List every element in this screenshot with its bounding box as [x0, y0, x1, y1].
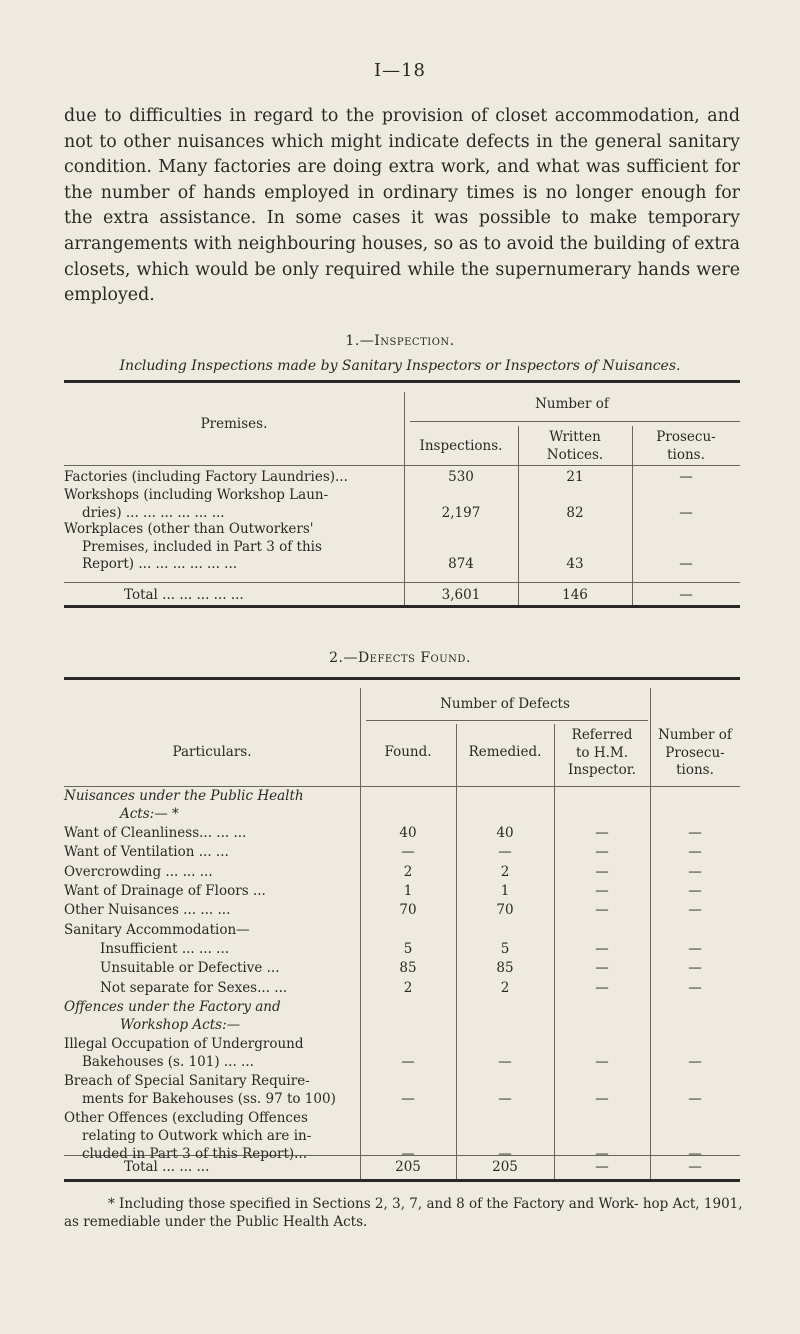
table2-header-rule	[64, 786, 740, 787]
table2-bottom-rule	[64, 1179, 740, 1182]
label-line: cluded in Part 3 of this Report)...	[82, 1145, 308, 1162]
label-line: dries) ... ... ... ... ... ...	[82, 504, 225, 521]
prosecutions-value: —	[688, 940, 702, 957]
remedied-value: 2	[500, 863, 510, 880]
table2-row-label	[64, 922, 358, 940]
table1-row-label	[64, 469, 398, 487]
table1-top-rule	[64, 380, 740, 383]
prosecutions-value: —	[679, 469, 693, 485]
found-value: —	[401, 1053, 415, 1070]
referred-value: —	[595, 863, 609, 880]
column-header-particulars: Particulars.	[172, 744, 252, 760]
label-line: Illegal Occupation of Underground	[64, 1035, 304, 1052]
table1-divider	[404, 392, 405, 606]
table2-row-label	[64, 864, 358, 882]
column-header-remedied: Remedied.	[468, 744, 542, 760]
table1-total-prosecutions: —	[679, 587, 693, 603]
table1-total-notices: 146	[562, 587, 588, 603]
remedied-value: 85	[496, 960, 514, 977]
prosecutions-value: —	[688, 979, 702, 996]
label-line: Bakehouses (s. 101) ... ...	[82, 1053, 254, 1070]
label-line: Unsuitable or Defective ...	[100, 960, 280, 977]
notices-value: 82	[566, 504, 584, 521]
table2-row-label	[64, 825, 358, 843]
column-header-premises: Premises.	[200, 416, 268, 432]
label-line: Workshops (including Workshop Laun-	[64, 487, 329, 503]
found-value: 40	[399, 825, 417, 842]
table2-row-label	[64, 788, 358, 824]
label-line: Nuisances under the Public Health	[64, 788, 304, 804]
table1-bottom-rule	[64, 605, 740, 608]
table1-row-label	[64, 521, 398, 574]
prosecutions-value: —	[679, 556, 693, 572]
label-line: Offences under the Factory and	[64, 998, 281, 1015]
label-line: Want of Ventilation ... ...	[64, 844, 229, 861]
prosecutions-value: —	[679, 504, 693, 521]
table2-row-label	[64, 999, 358, 1035]
column-header-notices: Written Notices.	[546, 429, 604, 463]
remedied-value: —	[498, 1145, 512, 1162]
prosecutions-value: —	[688, 902, 702, 919]
table2-group-rule	[366, 720, 648, 721]
found-value: 2	[403, 863, 413, 880]
found-value: 5	[403, 940, 413, 957]
label-line: Want of Cleanliness... ... ...	[64, 825, 247, 842]
table2-row-label	[64, 902, 358, 920]
prosecutions-value: —	[688, 1145, 702, 1162]
label-line: Other Offences (excluding Offences	[64, 1110, 308, 1127]
referred-value: —	[595, 1053, 609, 1070]
remedied-value: —	[498, 1090, 512, 1107]
table1-total-label: Total ... ... ... ... ...	[124, 587, 244, 603]
table2-row-label	[64, 980, 358, 998]
table2-row-label	[64, 883, 358, 901]
column-group-header: Number of Defects	[440, 696, 570, 712]
remedied-value: 5	[500, 940, 510, 957]
table1-total-inspections: 3,601	[441, 587, 481, 603]
column-group-header: Number of	[535, 396, 609, 412]
inspections-value: 2,197	[441, 504, 481, 521]
table2-total-remedied: 205	[492, 1159, 518, 1175]
notices-value: 21	[566, 469, 584, 485]
remedied-value: 70	[496, 902, 514, 919]
label-line: Overcrowding ... ... ...	[64, 863, 213, 880]
referred-value: —	[595, 825, 609, 842]
table2-row-label	[64, 1036, 358, 1072]
remedied-value: 1	[500, 883, 510, 899]
label-line: Other Nuisances ... ... ...	[64, 902, 231, 919]
table2-total-label: Total ... ... ...	[124, 1159, 210, 1175]
page-number: I—18	[373, 60, 426, 81]
label-line: relating to Outwork which are in-	[82, 1127, 312, 1144]
remedied-value: 2	[500, 979, 510, 996]
referred-value: —	[595, 940, 609, 957]
label-line: Workshop Acts:—	[120, 1016, 241, 1033]
notices-value: 43	[566, 556, 584, 572]
table2-total-referred: —	[595, 1159, 609, 1175]
found-value: —	[401, 1145, 415, 1162]
found-value: —	[401, 844, 415, 861]
label-line: Want of Drainage of Floors ...	[64, 883, 266, 899]
table2-row-label	[64, 941, 358, 959]
table2-row-label	[64, 844, 358, 862]
table1-subheading: Including Inspections made by Sanitary Inspectors or Inspectors of Nuisances.	[119, 358, 681, 374]
label-line: Premises, included in Part 3 of this	[82, 538, 322, 555]
label-line: Sanitary Accommodation—	[64, 921, 250, 938]
referred-value: —	[595, 902, 609, 919]
table2-row-label	[64, 960, 358, 978]
footnote: * Including those specified in Sections 2, 3, 7, and 8 of the Factory and Work- hop Act, 1901, as remediable under the Public Health Acts.	[64, 1196, 743, 1230]
table2-heading: 2.—Defects Found.	[329, 650, 471, 666]
found-value: 2	[403, 979, 413, 996]
column-header-found: Found.	[384, 744, 432, 760]
table1-row-label	[64, 487, 398, 522]
label-line: Insufficient ... ... ...	[100, 940, 230, 957]
prosecutions-value: —	[688, 825, 702, 842]
table1-total-rule	[64, 582, 740, 583]
column-header-inspections: Inspections.	[419, 438, 503, 454]
column-header-prosecutions: Prosecu- tions.	[656, 429, 716, 463]
label-line: Factories (including Factory Laundries)...	[64, 469, 348, 485]
table1-header-rule	[64, 465, 740, 466]
found-value: —	[401, 1090, 415, 1107]
prosecutions-value: —	[688, 883, 702, 899]
remedied-value: —	[498, 844, 512, 861]
table2-row-label	[64, 1073, 358, 1109]
referred-value: —	[595, 1090, 609, 1107]
label-line: Workplaces (other than Outworkers'	[64, 521, 314, 537]
prosecutions-value: —	[688, 1090, 702, 1107]
table2-row-label	[64, 1110, 358, 1163]
found-value: 70	[399, 902, 417, 919]
table2-top-rule	[64, 677, 740, 680]
table1-group-rule	[410, 421, 740, 422]
inspections-value: 530	[448, 469, 474, 485]
referred-value: —	[595, 960, 609, 977]
body-paragraph: due to difficulties in regard to the provision of closet accommodation, and not to other nuisances which might indicate defects in the general sanitary condition. Many factories are doing extra work, and what was sufficient for the number of hands employed in ordinary times is no longer enough for the extra assistance. In some cases it was possible to make temporary arrangements with neighbouring houses, so as to avoid the building of extra closets, which would be only required while the supernumerary hands were employed.	[64, 106, 740, 306]
referred-value: —	[595, 883, 609, 899]
label-line: ments for Bakehouses (ss. 97 to 100)	[82, 1090, 336, 1107]
label-line: Not separate for Sexes... ...	[100, 979, 288, 996]
inspections-value: 874	[448, 556, 474, 572]
referred-value: —	[595, 844, 609, 861]
prosecutions-value: —	[688, 960, 702, 977]
found-value: 85	[399, 960, 417, 977]
referred-value: —	[595, 979, 609, 996]
prosecutions-value: —	[688, 844, 702, 861]
table2-total-found: 205	[395, 1159, 421, 1175]
remedied-value: 40	[496, 825, 514, 842]
label-line: Report) ... ... ... ... ... ...	[82, 556, 238, 572]
label-line: Acts:— *	[120, 805, 179, 822]
label-line: Breach of Special Sanitary Require-	[64, 1073, 310, 1089]
referred-value: —	[595, 1145, 609, 1162]
column-header-referred: Referred to H.M. Inspector.	[568, 727, 636, 778]
remedied-value: —	[498, 1053, 512, 1070]
found-value: 1	[403, 883, 413, 899]
prosecutions-value: —	[688, 863, 702, 880]
table1-heading: 1.—Inspection.	[345, 333, 455, 349]
table2-total-prosecutions: —	[688, 1159, 702, 1175]
column-header-prosecutions: Number of Prosecu- tions.	[658, 727, 732, 778]
prosecutions-value: —	[688, 1053, 702, 1070]
